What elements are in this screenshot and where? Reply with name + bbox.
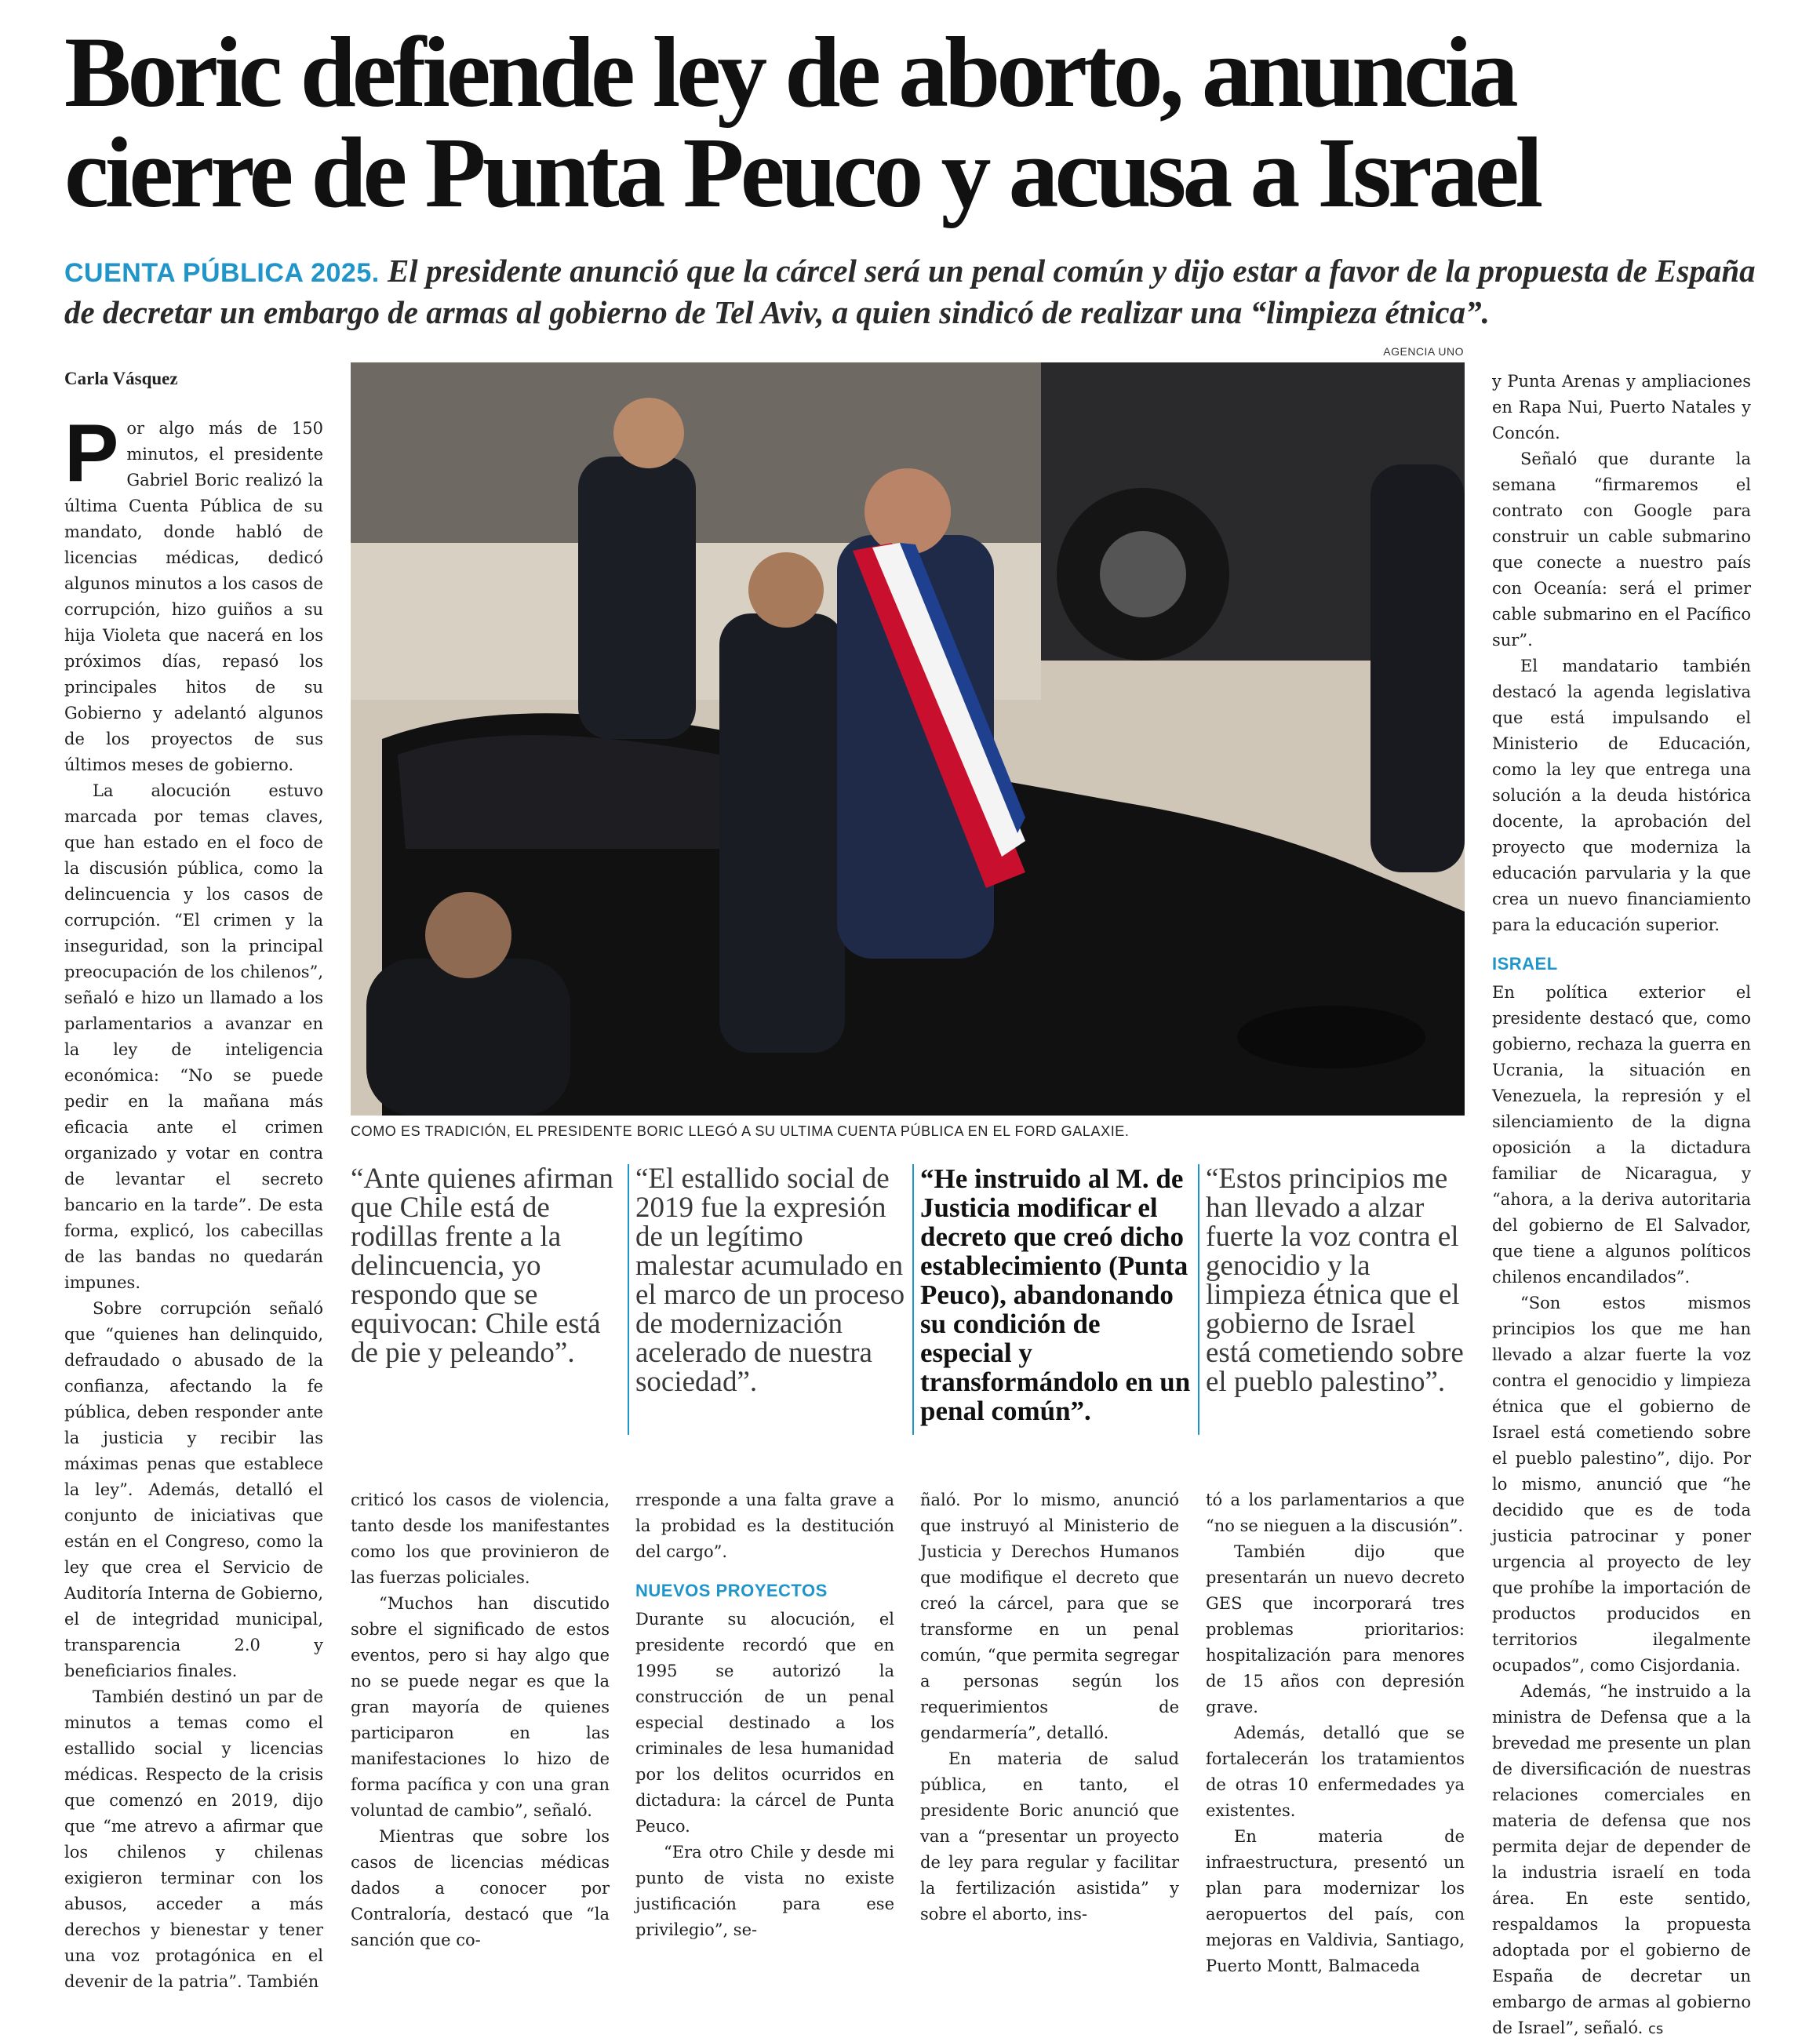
col1-paragraph-1 [64, 408, 323, 778]
column-4 [920, 1487, 1179, 1927]
col5-paragraph-2: También dijo que presentarán un nuevo decreto GES que incorporará tres problemas prioritarios: hospitalización para menores de 15 años con depresión grave. [1206, 1542, 1465, 1716]
column-1 [64, 408, 323, 1995]
quote-divider-1 [628, 1164, 629, 1435]
pull-quote-4: “Estos principios me han llevado a alzar fuerte la voz contra el genocidio y la limpieza étnica que el gobierno de Israel está cometiendo sobre el pueblo palestino”. [1206, 1163, 1464, 1398]
section-head-nuevos-proyectos: NUEVOS PROYECTOS [635, 1581, 828, 1600]
section-head-israel: ISRAEL [1492, 954, 1558, 974]
car-folded-top [398, 735, 759, 849]
col4-paragraph-2: En materia de salud pública, en tanto, el presidente Boric anunció que van a “presentar un proyecto de ley para regular y facilitar la fertilización asistida” y sobre el aborto, ins- [920, 1749, 1179, 1924]
col3-paragraph-3: “Era otro Chile y desde mi punto de vista no existe justificación para ese privilegio”, se- [635, 1843, 894, 1939]
column-3 [635, 1487, 894, 1943]
person-background-left [578, 457, 696, 739]
pull-quote-1: “Ante quienes afirman que Chile está de rodillas frente a la delincuencia, yo respondo que se equivocan: Chile está de pie y peleando”. [351, 1163, 613, 1369]
col6-paragraph-4: En política exterior el presidente destacó que, como gobierno, rechaza la guerra en Ucrania, la situación en Venezuela, la represión y el silenciamiento de la digna oposición a la dictadura familiar de Nicaragua, y “ahora, a la deriva autoritaria del gobierno de El Salvador, que tiene a algunos políticos chilenos encandilados”. [1492, 983, 1751, 1287]
pull-quote-3: “He instruido al M. de Justicia modificar el decreto que creó dicho establecimiento (Punta Peuco), abandonando su condición de especial y transformándolo en un penal común”. [920, 1163, 1191, 1426]
quote-divider-2 [912, 1164, 914, 1435]
col1-p1-text: or algo más de 150 minutos, el presidente Gabriel Boric realizó la última Cuenta Pública de su mandato, donde habló de licencias médicas, dedicó algunos minutos a los casos de corrupción, hizo guiños a su hija Violeta que nacerá en los próximos días, repasó los principales hitos de su Gobierno y adelantó algunos de los proyectos de sus últimos meses de gobierno. [64, 419, 323, 774]
deck-text: El presidente anunció que la cárcel será un penal común y dijo estar a favor de la propuesta de España de decretar un embargo de armas al gobierno de Tel Aviv, a quien sindicó de realizar una “limpieza étnica”. [64, 253, 1756, 330]
col6-paragraph-5: “Son estos mismos principios los que me han llevado a alzar fuerte la voz contra el genocidio y limpieza étnica que el gobierno de Israel está cometiendo sobre el pueblo palestino”, dijo. Por lo mismo, anunció que “he decidido que es de toda justicia patrocinar y poner urgencia al proyecto de ley que prohíbe la importación de productos producidos en territorios ilegalmente ocupados”, como Cisjordania. [1492, 1294, 1751, 1675]
bodyguard-front [719, 613, 845, 1053]
col5-paragraph-4: En materia de infraestructura, presentó un plan para modernizar los aeropuertos del país, con mejoras en Valdivia, Santiago, Puerto Montt, Balmaceda [1206, 1827, 1465, 1975]
president-head [864, 468, 951, 555]
photo-illustration [351, 362, 1465, 1116]
col6-paragraph-3: El mandatario también destacó la agenda legislativa que está impulsando el Ministerio de Educación, como la ley que entrega una solución a la deuda histórica docente, la aprobación del proyecto que moderniza la educación parvularia y la que crea un nuevo financiamiento para la educación superior. [1492, 657, 1751, 934]
col3-paragraph-1: rresponde a una falta grave a la probidad es la destitución del cargo”. [635, 1491, 894, 1561]
col2-paragraph-3: Mientras que sobre los casos de licencias médicas dados a conocer por Contraloría, destacó que “la sanción que co- [351, 1827, 610, 1949]
photo-credit: AGENCIA UNO [1383, 345, 1464, 358]
car-chrome-shadow [1237, 1006, 1425, 1068]
col2-paragraph-2: “Muchos han discutido sobre el significado de estos eventos, pero si hay algo que no se puede negar es que la gran mayoría de quienes participaron en las manifestaciones lo hizo de forma pacífica y con una gran voluntad de cambio”, señaló. [351, 1594, 610, 1820]
drop-cap: P [64, 408, 119, 499]
column-6 [1492, 369, 1751, 2042]
col1-paragraph-4: También destinó un par de minutos a temas como el estallido social y licencias médicas. Respecto de la crisis que comenzó en 2019, dijo que “me atrevo a afirmar que los chilenos y chilenas exigieron terminar con los abusos, acceder a más derechos y bienestar y tener una voz protagónica en el devenir de la patria”. También [64, 1687, 323, 1991]
person-foreground [366, 959, 570, 1116]
headline-line-1: Boric defiende ley de aborto, anuncia [64, 16, 1515, 128]
suv-hub [1100, 531, 1186, 617]
col6-paragraph-1: y Punta Arenas y ampliaciones en Rapa Nui, Puerto Natales y Concón. [1492, 372, 1751, 442]
quote-divider-3 [1198, 1164, 1199, 1435]
person-right-edge [1370, 464, 1465, 872]
headline [64, 16, 1774, 228]
pull-quote-2: “El estallido social de 2019 fue la expresión de un legítimo malestar acumulado en el marco de un proceso de modernización acelerado de nuestra sociedad”. [635, 1163, 905, 1398]
col1-paragraph-2: La alocución estuvo marcada por temas claves, que han estado en el foco de la discusión pública, como la delincuencia y los casos de corrupción. “El crimen y la inseguridad, son la principal preocupación de los chilenos”, señaló e hizo un llamado a los parlamentarios a avanzar en la ley de inteligencia económica: “No se puede pedir en la mañana más eficacia ante el crimen organizado y votar en contra de levantar el secreto bancario en la tarde”. De esta forma, explicó, los cabecillas de las bandas no quedarán impunes. [64, 781, 323, 1292]
headline-line-2: cierre de Punta Peuco y acusa a Israel [64, 117, 1540, 228]
column-5 [1206, 1487, 1465, 1979]
col3-paragraph-2: Durante su alocución, el presidente recordó que en 1995 se autorizó la construcción de un penal especial destinado a los criminales de lesa humanidad por los delitos ocurridos en dictadura: la cárcel de Punta Peuco. [635, 1610, 894, 1836]
column-2 [351, 1487, 610, 1953]
col5-paragraph-1: tó a los parlamentarios a que “no se nieguen a la discusión”. [1206, 1491, 1465, 1535]
col2-paragraph-1: criticó los casos de violencia, tanto desde los manifestantes como los que provinieron de las fuerzas policiales. [351, 1491, 610, 1587]
bodyguard-head [748, 552, 824, 628]
end-mark-icon: cs [1648, 2021, 1664, 2037]
deck-kicker: CUENTA PÚBLICA 2025. [64, 258, 380, 288]
col6-paragraph-6 [1492, 1679, 1751, 2042]
col6-p6-text: Además, “he instruido a la ministra de Defensa que a la brevedad me presente un plan de diversificación de nuestras relaciones comerciales en materia de defensa que nos permita dejar de depender de la industria israelí en toda área. En este sentido, respaldamos la propuesta adoptada por el gobierno de España de decretar un embargo de armas al gobierno de Israel”, señaló. [1492, 1682, 1751, 2037]
person-foreground-head [425, 892, 511, 978]
deck [64, 251, 1774, 332]
photo-caption: COMO ES TRADICIÓN, EL PRESIDENTE BORIC LLEGÓ A SU ULTIMA CUENTA PÚBLICA EN EL FORD GALAXIE. [351, 1123, 1130, 1139]
col1-paragraph-3: Sobre corrupción señaló que “quienes han delinquido, defraudado o abusado de la confianza, afectando la fe pública, deben responder ante la justicia y recibir las máximas penas que establece la ley”. Además, detalló el conjunto de iniciativas que están en el Congreso, como la ley que crea el Servicio de Auditoría Interna de Gobierno, el de integridad municipal, transparencia 2.0 y beneficiarios finales. [64, 1299, 323, 1680]
person-background-head [613, 398, 684, 468]
col6-paragraph-2: Señaló que durante la semana “firmaremos el contrato con Google para construir un cable submarino que conecte a nuestro país con Oceanía: será el primer cable submarino en el Pacífico sur”. [1492, 450, 1751, 650]
col5-paragraph-3: Además, detalló que se fortalecerán los tratamientos de otras 10 enfermedades ya existentes. [1206, 1724, 1465, 1820]
byline: Carla Vásquez [64, 369, 178, 388]
col4-paragraph-1: ñaló. Por lo mismo, anunció que instruyó al Ministerio de Justicia y Derechos Humanos que modifique el decreto que creó la cárcel, para que se transforme en un penal común, “que permita segregar a personas según los requerimientos de gendarmería”, detalló. [920, 1491, 1179, 1742]
lead-photo [351, 362, 1465, 1116]
